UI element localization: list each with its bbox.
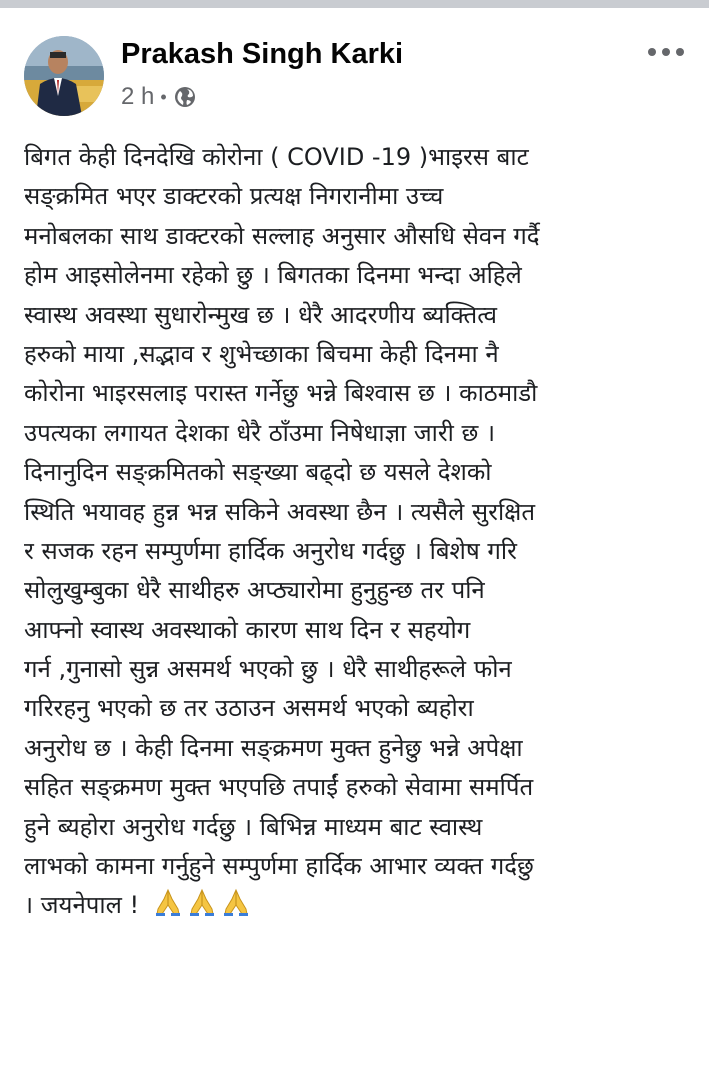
post-text-line: अनुरोध छ । केही दिनमा सङ्क्रमण मुक्त हुनेछु भन्ने अपेक्षा bbox=[24, 733, 523, 762]
more-dots-icon bbox=[648, 48, 656, 56]
post-text-line: मनोबलका साथ डाक्टरको सल्लाह अनुसार औसधि सेवन गर्दै bbox=[24, 221, 540, 250]
post-text-line: उपत्यका लगायत देशका धेरै ठाँउमा निषेधाज्ञा जारी छ । bbox=[24, 418, 496, 447]
more-dots-icon bbox=[662, 48, 670, 56]
post-text-line: दिनानुदिन सङ्क्रमितको सङ्ख्या बढ्दो छ यसले देशको bbox=[24, 458, 492, 487]
post-text-line: सङ्क्रमित भएर डाक्टरको प्रत्यक्ष निगरानीमा उच्च bbox=[24, 182, 444, 211]
post-text-line: गरिरहनु भएको छ तर उठाउन असमर्थ भएको ब्यहोरा bbox=[24, 694, 474, 723]
post-text-line: कोरोना भाइरसलाइ परास्त गर्नेछु भन्ने बिश्वास छ । काठमाडौ bbox=[24, 379, 538, 408]
post-text-line: र सजक रहन सम्पुर्णमा हार्दिक अनुरोध गर्दछु । बिशेष गरि bbox=[24, 536, 517, 565]
post-header bbox=[0, 8, 709, 120]
emoji-group bbox=[153, 887, 255, 917]
folded-hands-icon bbox=[153, 887, 183, 917]
folded-hands-icon bbox=[187, 887, 217, 917]
meta-separator: • bbox=[160, 86, 167, 107]
post-text-line: हुने ब्यहोरा अनुरोध गर्दछु । बिभिन्न माध्यम बाट स्वास्थ bbox=[24, 812, 483, 841]
post-text-closing: । जयनेपाल ! bbox=[24, 891, 140, 920]
post-text-line: सोलुखुम्बुका धेरै साथीहरु अप्ठ्यारोमा हुनुहुन्छ तर पनि bbox=[24, 576, 485, 605]
post-time[interactable]: 2 h bbox=[121, 83, 155, 110]
avatar[interactable] bbox=[24, 36, 104, 116]
post-text-line: होम आइसोलेनमा रहेको छु । बिगतका दिनमा भन्दा अहिले bbox=[24, 261, 522, 290]
post-text-line: लाभको कामना गर्नुहुने सम्पुर्णमा हार्दिक आभार व्यक्त गर्दछु bbox=[24, 852, 534, 881]
folded-hands-icon bbox=[221, 887, 251, 917]
more-options-button[interactable] bbox=[648, 42, 684, 62]
globe-icon[interactable] bbox=[174, 86, 196, 108]
post-text-line: स्वास्थ अवस्था सुधारोन्मुख छ । धेरै आदरणीय ब्यक्तित्व bbox=[24, 300, 497, 329]
author-name[interactable]: Prakash Singh Karki bbox=[121, 38, 404, 70]
post-text-line: स्थिति भयावह हुन्न भन्न सकिने अवस्था छैन । त्यसैले सुरक्षित bbox=[24, 497, 536, 526]
post-text-line: बिगत केही दिनदेखि कोरोना ( COVID -19 )भाइरस बाट bbox=[24, 143, 529, 171]
post-text-line-last bbox=[24, 886, 692, 925]
post-text bbox=[24, 138, 692, 926]
top-divider bbox=[0, 0, 709, 8]
post-text-line: आफ्नो स्वास्थ अवस्थाको कारण साथ दिन र सहयोग bbox=[24, 615, 471, 644]
more-dots-icon bbox=[676, 48, 684, 56]
avatar-photo-icon bbox=[24, 36, 104, 116]
post-text-line: सहित सङ्क्रमण मुक्त भएपछि तपाईं हरुको सेवामा समर्पित bbox=[24, 773, 534, 802]
post-text-line: गर्न ,गुनासो सुन्न असमर्थ भएको छु । धेरै साथीहरूले फोन bbox=[24, 655, 512, 684]
post-meta bbox=[121, 82, 196, 112]
post-text-line: हरुको माया ,सद्भाव र शुभेच्छाका बिचमा केही दिनमा नै bbox=[24, 339, 499, 368]
